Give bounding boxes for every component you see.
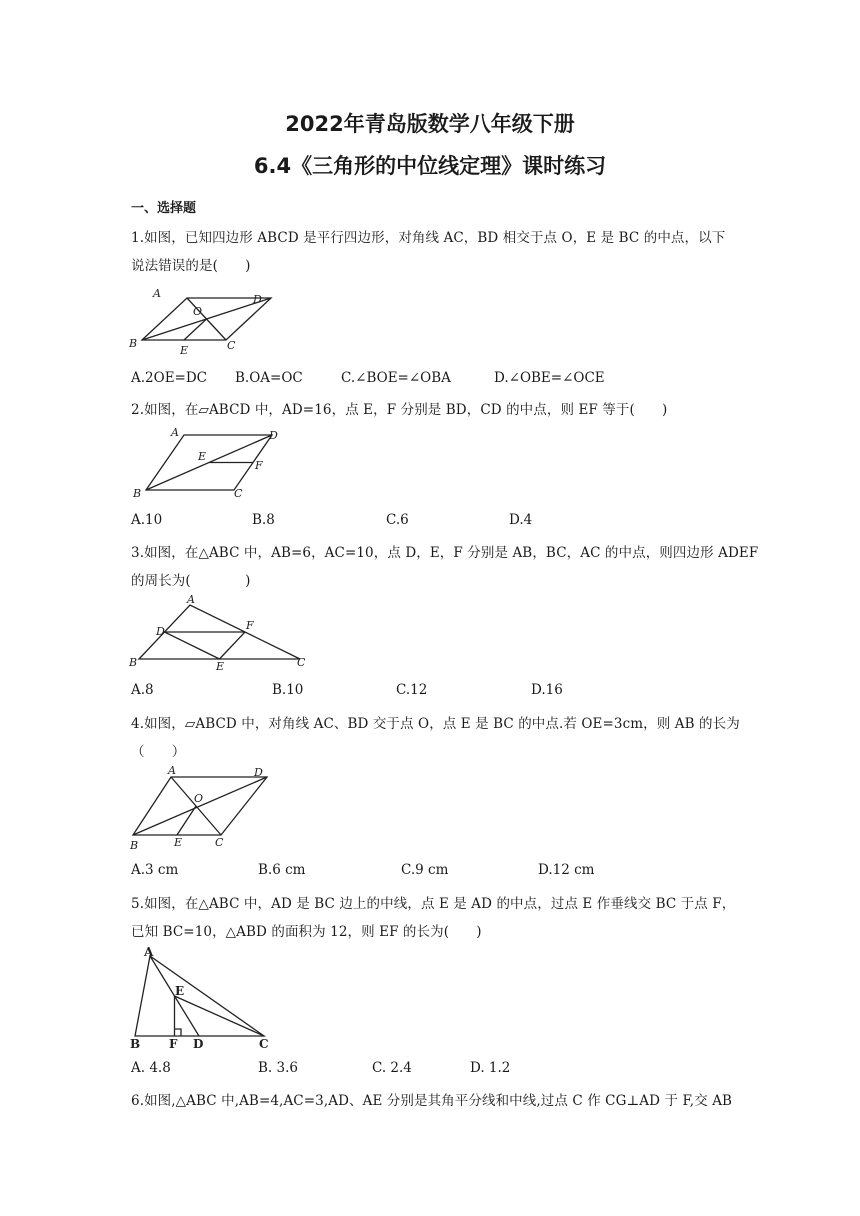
q3-text-line-1: 3.如图，在△ABC 中，AB=6，AC=10，点 D，E，F 分别是 AB，BC，AC 的中点，则四边形 ADEF [131,545,759,561]
q2-label-b: B [133,487,142,500]
q5-label-b: B [130,1037,141,1051]
q3-option-c: C.12 [396,682,428,698]
q4-option-d: D.12 cm [538,862,595,878]
q4-option-a: A.3 cm [131,862,179,878]
q4-diagonal-bd [133,777,267,835]
q4-segment-oe [177,806,196,835]
q5-text-line-2: 已知 BC=10，△ABD 的面积为 12，则 EF 的长为( ) [131,924,482,940]
q3-option-d: D.16 [531,682,563,698]
q2-option-c: C.6 [386,512,409,528]
q5-figure [125,945,275,1050]
q6-text-line-1: 6.如图,△ABC 中,AB=4,AC=3,AD、AE 分别是其角平分线和中线,过点 C 作 CG⊥AD 于 F,交 AB [131,1093,733,1109]
q2-option-b: B.8 [252,512,275,528]
q1-option-b: B.OA=OC [235,370,303,386]
q2-label-c: C [234,487,243,500]
q3-option-b: B.10 [272,682,304,698]
q2-label-a: A [171,426,179,439]
q2-label-e: E [198,450,207,463]
q2-text-line-1: 2.如图，在▱ABCD 中，AD=16，点 E，F 分别是 BD，CD 的中点，则 EF 等于( ) [131,402,668,418]
q4-label-c: C [215,836,224,849]
q3-text-line-2: 的周长为( ) [131,573,251,589]
q5-label-a: A [144,945,154,959]
q4-label-a: A [168,764,176,777]
q2-label-d: D [269,429,278,442]
q3-figure [125,595,315,675]
q5-segment-ec [175,996,265,1036]
q4-label-e: E [174,836,183,849]
q5-option-b: B. 3.6 [258,1060,298,1076]
q4-text-line-1: 4.如图，▱ABCD 中，对角线 AC、BD 交于点 O，点 E 是 BC 的中点.若 OE=3cm，则 AB 的长为 [131,716,740,732]
q1-label-c: C [227,339,236,352]
q5-option-c: C. 2.4 [372,1060,412,1076]
q2-option-a: A.10 [131,512,163,528]
q3-label-d: D [156,625,165,638]
q4-option-b: B.6 cm [258,862,306,878]
q5-label-f: F [169,1037,178,1051]
q3-label-c: C [297,656,306,669]
q1-option-a: A.2OE=DC [131,370,208,386]
q3-segment-de [165,632,220,659]
q4-option-c: C.9 cm [401,862,449,878]
q1-option-d: D.∠OBE=∠OCE [494,370,605,386]
q5-right-angle-mark [175,1029,182,1036]
q1-label-a: A [153,287,161,300]
section-heading: 一、选择题 [131,201,197,216]
q2-label-f: F [255,459,263,472]
q3-label-b: B [129,656,138,669]
q3-label-a: A [187,593,195,606]
q4-label-d: D [254,766,263,779]
document-subtitle: 6.4《三角形的中位线定理》课时练习 [253,154,607,178]
q5-text-line-1: 5.如图，在△ABC 中，AD 是 BC 边上的中线，点 E 是 AD 的中点，过点 E 作垂线交 BC 于点 F， [131,896,736,912]
q1-figure [125,285,275,360]
document-title: 2022年青岛版数学八年级下册 [285,112,575,136]
q5-option-d: D. 1.2 [470,1060,511,1076]
q2-figure [125,425,285,505]
q5-label-d: D [193,1037,204,1051]
q1-option-c: C.∠BOE=∠OBA [341,370,451,386]
q1-label-d: D [253,293,262,306]
q4-figure [125,764,275,854]
q5-label-c: C [259,1037,269,1051]
q1-label-o: O [193,305,203,318]
q5-option-a: A. 4.8 [131,1060,171,1076]
q4-label-o: O [194,792,204,805]
q4-label-b: B [130,839,139,852]
q5-label-e: E [175,984,185,998]
q3-segment-ef [220,632,246,659]
q2-option-d: D.4 [509,512,533,528]
q1-label-b: B [129,337,138,350]
q3-label-e: E [216,660,225,673]
q1-text-line-2: 说法错误的是( ) [131,258,251,274]
q1-text-line-1: 1.如图，已知四边形 ABCD 是平行四边形，对角线 AC，BD 相交于点 O，E 是 BC 的中点，以下 [131,230,726,246]
q3-option-a: A.8 [131,682,154,698]
q5-triangle-abc [135,956,264,1036]
q3-label-f: F [246,619,254,632]
q4-text-line-2: （ ） [131,744,186,760]
q1-label-e: E [180,344,189,357]
